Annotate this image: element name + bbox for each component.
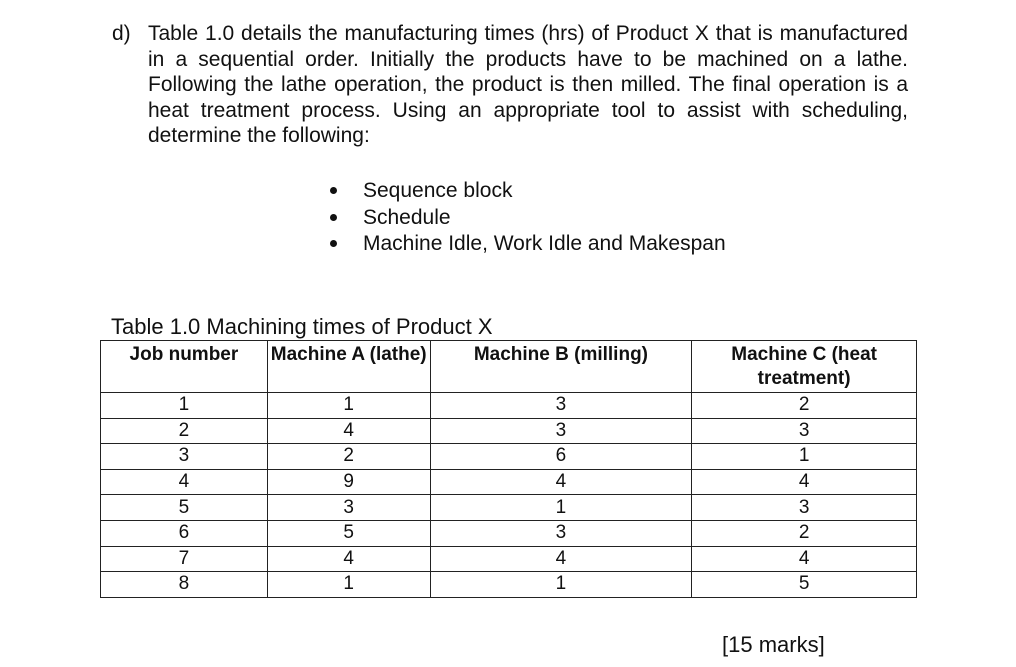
- task-item-label: Sequence block: [363, 179, 513, 202]
- job-number-cell: 6: [101, 520, 268, 546]
- bullet-icon: [330, 214, 337, 221]
- marks-label: [15 marks]: [722, 632, 825, 657]
- table-header-row: [101, 341, 917, 393]
- table-row: [101, 444, 917, 470]
- machine-c-cell: 2: [692, 393, 917, 419]
- machine-b-cell: 6: [430, 444, 692, 470]
- machine-c-cell: 5: [692, 572, 917, 598]
- machine-a-cell: 1: [267, 572, 430, 598]
- table-row: [101, 418, 917, 444]
- machine-a-cell: 2: [267, 444, 430, 470]
- machine-a-cell: 1: [267, 393, 430, 419]
- question-label: d): [112, 22, 131, 45]
- table-row: [101, 572, 917, 598]
- machine-a-cell: 4: [267, 546, 430, 572]
- task-item: [325, 178, 726, 205]
- task-item: [325, 205, 726, 232]
- bullet-icon: [330, 240, 337, 247]
- machine-c-cell: 1: [692, 444, 917, 470]
- machine-a-cell: 4: [267, 418, 430, 444]
- column-header-machine-b: Machine B (milling): [430, 341, 692, 393]
- machine-b-cell: 3: [430, 418, 692, 444]
- question-block: [112, 21, 908, 149]
- machine-b-cell: 4: [430, 469, 692, 495]
- machine-a-cell: 5: [267, 520, 430, 546]
- job-number-cell: 5: [101, 495, 268, 521]
- table-row: [101, 469, 917, 495]
- machine-b-cell: 4: [430, 546, 692, 572]
- table-caption: Table 1.0 Machining times of Product X: [111, 314, 493, 339]
- bullet-icon: [330, 187, 337, 194]
- machine-c-cell: 4: [692, 469, 917, 495]
- task-item-label: Schedule: [363, 205, 451, 229]
- machine-c-cell: 4: [692, 546, 917, 572]
- job-number-cell: 4: [101, 469, 268, 495]
- machine-a-cell: 3: [267, 495, 430, 521]
- column-header-machine-c: Machine C (heat treatment): [692, 341, 917, 393]
- machine-b-cell: 3: [430, 520, 692, 546]
- table-row: [101, 495, 917, 521]
- task-list: [325, 178, 726, 258]
- machine-c-cell: 3: [692, 418, 917, 444]
- machine-b-cell: 1: [430, 572, 692, 598]
- machine-b-cell: 3: [430, 393, 692, 419]
- machining-times-table: [100, 340, 917, 598]
- table-row: [101, 520, 917, 546]
- machine-b-cell: 1: [430, 495, 692, 521]
- job-number-cell: 8: [101, 572, 268, 598]
- job-number-cell: 2: [101, 418, 268, 444]
- job-number-cell: 1: [101, 393, 268, 419]
- job-number-cell: 3: [101, 444, 268, 470]
- machine-c-cell: 3: [692, 495, 917, 521]
- column-header-job-number: Job number: [101, 341, 268, 393]
- table-row: [101, 546, 917, 572]
- table-row: [101, 393, 917, 419]
- machine-c-cell: 2: [692, 520, 917, 546]
- task-item-label: Machine Idle, Work Idle and Makespan: [363, 232, 726, 255]
- column-header-machine-a: Machine A (lathe): [267, 341, 430, 393]
- machine-a-cell: 9: [267, 469, 430, 495]
- task-item: [325, 231, 726, 258]
- question-text: Table 1.0 details the manufacturing times (hrs) of Product X that is manufactured in a sequential order. Initially the products have to be machined on a lathe. Following the lathe operation, the product is then milled. The final operation is a heat treatment process. Using an appropriate tool to assist with scheduling, determine the following:: [148, 22, 908, 147]
- job-number-cell: 7: [101, 546, 268, 572]
